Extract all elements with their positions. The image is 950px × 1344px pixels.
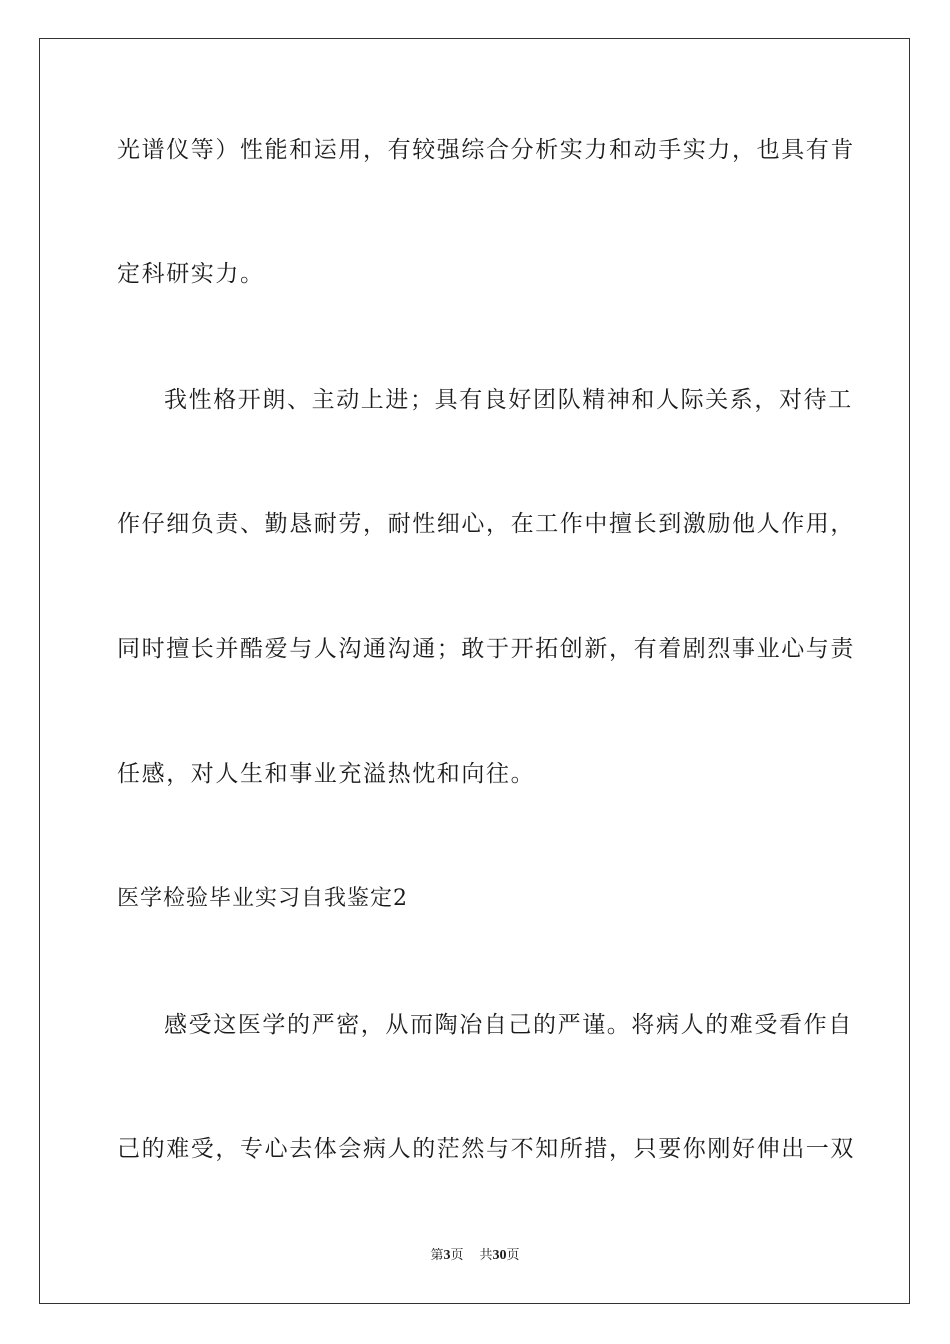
- page-footer: [0, 1246, 950, 1266]
- paragraph-line: 作仔细负责、勤恳耐劳，耐性细心，在工作中擅长到激励他人作用，: [117, 511, 855, 537]
- paragraph-line: 同时擅长并酷爱与人沟通沟通；敢于开拓创新，有着剧烈事业心与责: [117, 636, 855, 662]
- paragraph-line: 光谱仪等）性能和运用，有较强综合分析实力和动手实力，也具有肯: [117, 137, 855, 163]
- paragraph-line: 己的难受，专心去体会病人的茫然与不知所措，只要你刚好伸出一双: [117, 1136, 855, 1162]
- page-border: [39, 38, 910, 1304]
- section-heading: 医学检验毕业实习自我鉴定2: [117, 886, 408, 911]
- paragraph-line: 定科研实力。: [117, 261, 265, 287]
- current-page-number: 3: [443, 1248, 451, 1263]
- page-prefix: 第: [430, 1248, 444, 1263]
- page-suffix: 页: [450, 1248, 464, 1263]
- paragraph-line: 任感，对人生和事业充溢热忱和向往。: [117, 761, 536, 787]
- paragraph-line: 我性格开朗、主动上进；具有良好团队精神和人际关系，对待工: [164, 387, 853, 413]
- total-page-count: 30: [492, 1248, 507, 1263]
- paragraph-line: 感受这医学的严密，从而陶冶自己的严谨。将病人的难受看作自: [164, 1012, 853, 1038]
- total-prefix: 共: [479, 1248, 493, 1263]
- total-suffix: 页: [506, 1248, 520, 1263]
